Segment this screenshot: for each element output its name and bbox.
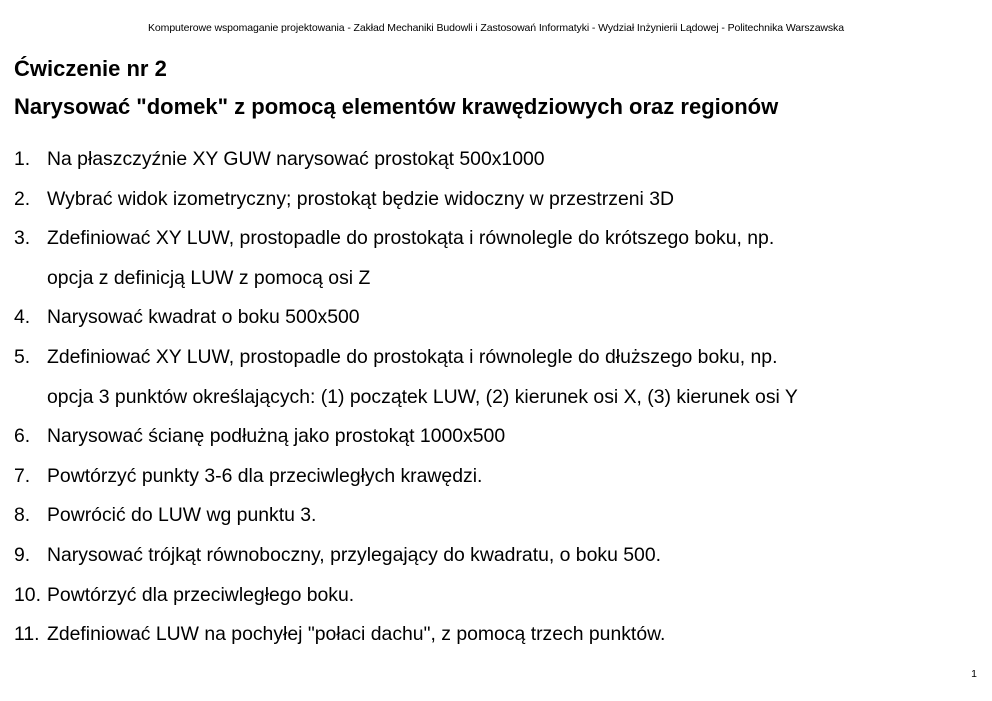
list-item — [14, 219, 984, 298]
list-item — [14, 298, 984, 338]
step-text: Powrócić do LUW wg punktu 3. — [47, 504, 317, 527]
step-number: 6. — [14, 425, 31, 448]
step-text: Wybrać widok izometryczny; prostokąt będzie widoczny w przestrzeni 3D — [47, 187, 675, 210]
step-text-continuation: opcja 3 punktów określających: (1) początek LUW, (2) kierunek osi X, (3) kierunek osi Y — [47, 385, 798, 408]
list-item — [14, 180, 984, 220]
step-text: Narysować kwadrat o boku 500x500 — [47, 306, 360, 329]
list-item — [14, 536, 984, 576]
step-number: 11. — [14, 623, 40, 646]
list-item — [14, 417, 984, 457]
step-number: 8. — [14, 504, 31, 527]
list-item — [14, 140, 984, 180]
step-number: 7. — [14, 464, 31, 487]
step-text: Zdefiniować XY LUW, prostopadle do prostokąta i równolegle do dłuższego boku, np. — [47, 345, 778, 368]
page-number: 1 — [971, 668, 977, 680]
list-item — [14, 457, 984, 497]
step-text: Powtórzyć dla przeciwległego boku. — [47, 583, 355, 606]
list-item — [14, 496, 984, 536]
step-number: 9. — [14, 543, 31, 566]
step-number: 2. — [14, 187, 31, 210]
exercise-title: Ćwiczenie nr 2 — [14, 56, 167, 81]
step-text: Zdefiniować LUW na pochyłej "połaci dachu", z pomocą trzech punktów. — [47, 623, 666, 646]
step-text: Zdefiniować XY LUW, prostopadle do prostokąta i równolegle do krótszego boku, np. — [47, 227, 775, 250]
exercise-subtitle: Narysować "domek" z pomocą elementów krawędziowych oraz regionów — [14, 94, 779, 119]
steps-list — [14, 140, 984, 655]
list-item — [14, 576, 984, 616]
step-text: Powtórzyć punkty 3-6 dla przeciwległych krawędzi. — [47, 464, 483, 487]
step-number: 3. — [14, 227, 31, 250]
list-item — [14, 338, 984, 417]
step-number: 1. — [14, 148, 31, 170]
step-text: Narysować ścianę podłużną jako prostokąt 1000x500 — [47, 425, 506, 448]
step-number: 4. — [14, 306, 31, 329]
step-number: 5. — [14, 345, 31, 368]
page-header: Komputerowe wspomaganie projektowania - Zakład Mechaniki Budowli i Zastosowań Informatyki - Wydział Inżynierii Lądowej - Politechnika Warszawska — [148, 22, 844, 34]
step-text: Na płaszczyźnie XY GUW narysować prostokąt 500x1000 — [47, 148, 545, 170]
step-number: 10. — [14, 583, 41, 606]
list-item — [14, 615, 984, 655]
step-text: Narysować trójkąt równoboczny, przylegający do kwadratu, o boku 500. — [47, 543, 661, 566]
step-text-continuation: opcja z definicją LUW z pomocą osi Z — [47, 266, 371, 289]
